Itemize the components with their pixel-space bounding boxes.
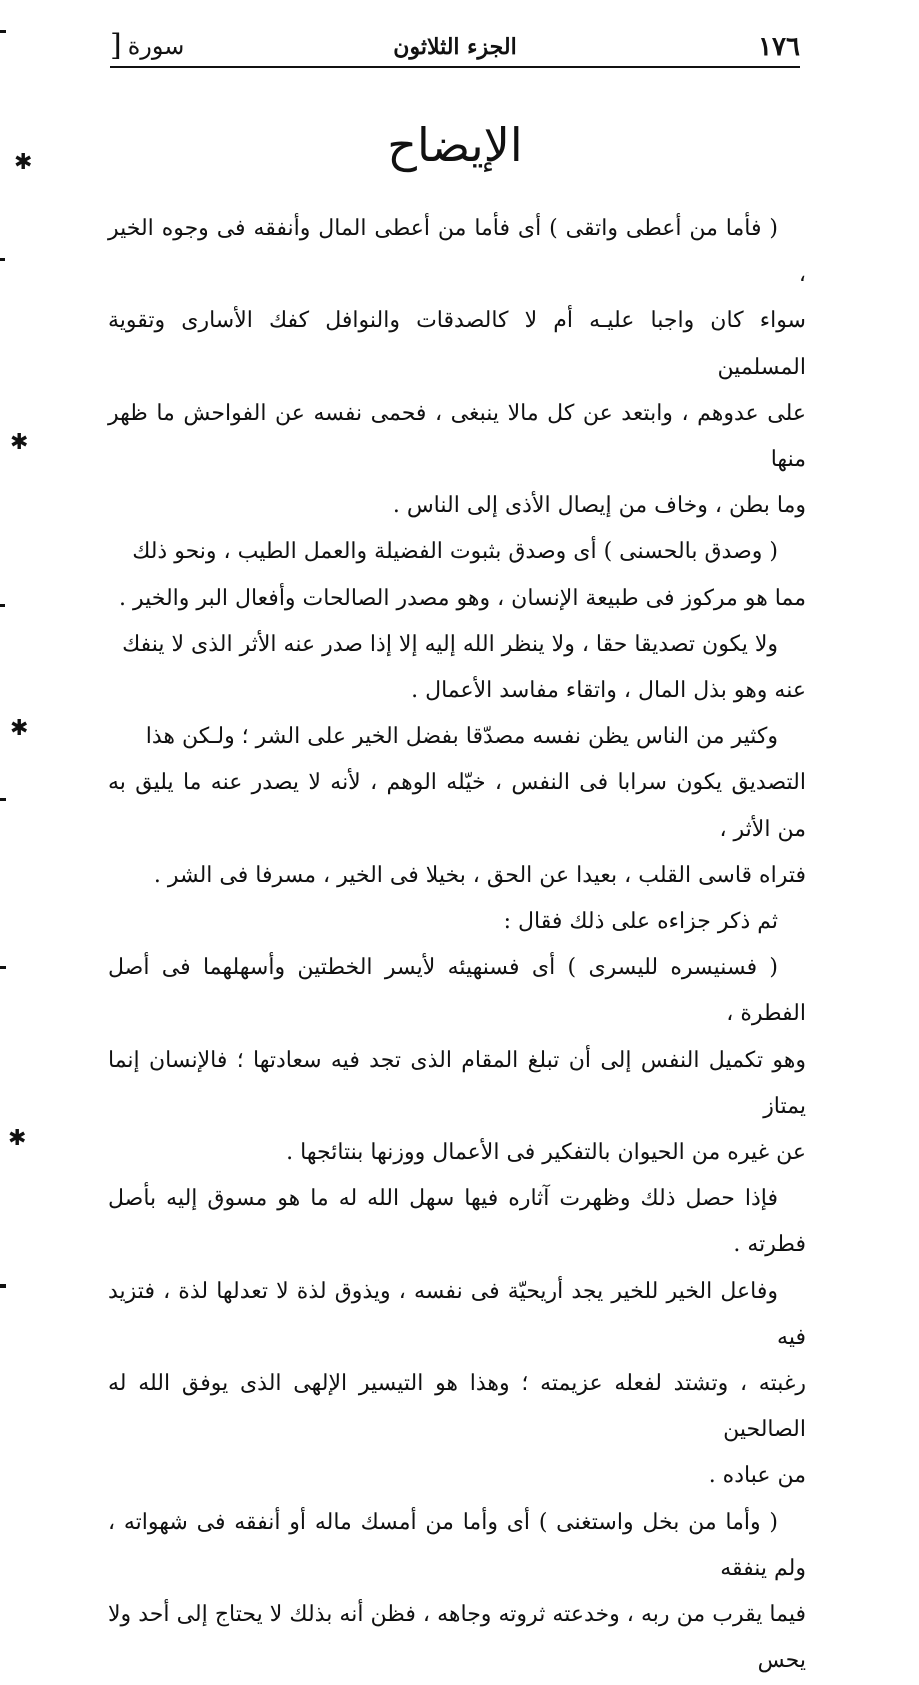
margin-blot: ✱: [10, 716, 29, 741]
surah-label-text: سورة: [127, 32, 185, 60]
para-line: ( وصدق بالحسنى ) أى وصدق بثبوت الفضيلة والعمل الطيب ، ونحو ذلك: [132, 539, 778, 565]
margin-speck: [0, 798, 6, 801]
surah-bracket: [: [110, 28, 122, 63]
surah-label: [110, 28, 185, 63]
para-line: على عدوهم ، وابتعد عن كل مالا ينبغى ، فحمى نفسه عن الفواحش ما ظهر منها: [108, 400, 806, 473]
para-line: رغبته ، وتشتد لفعله عزيمته ؛ وهذا هو التيسير الإلهى الذى يوفق الله له الصالحين: [108, 1371, 806, 1443]
para-line: التصديق يكون سرابا فى النفس ، خيّله الوهم ، لأنه لا يصدر عنه ما يليق به من الأثر ،: [108, 770, 806, 842]
para-line: سواء كان واجبا عليـه أم لا كالصدقات والنوافل كفك الأسارى وتقوية المسلمين: [108, 308, 806, 380]
running-head: الجزء الثلاثون: [393, 34, 517, 60]
para-line: فيما يقرب من ربه ، وخدعته ثروته وجاهه ، فظن أنه بذلك لا يحتاج إلى أحد ولا يحس: [108, 1602, 806, 1674]
margin-speck: [0, 258, 5, 261]
para-line: عنه وهو بذل المال ، واتقاء مفاسد الأعمال .: [411, 678, 806, 704]
body-text: [108, 206, 806, 1685]
page-number: ١٧٦: [758, 32, 800, 62]
para-line: فتراه قاسى القلب ، بعيدا عن الحق ، بخيلا فى الخير ، مسرفا فى الشر .: [153, 862, 806, 888]
para-line: ( وأما من بخل واستغنى ) أى وأما من أمسك ماله أو أنفقه فى شهواته ، ولم ينفقه: [108, 1509, 806, 1581]
margin-blot: ✱: [8, 1126, 27, 1151]
margin-blot: ✱: [10, 430, 29, 455]
para-line: وفاعل الخير للخير يجد أريحيّة فى نفسه ، ويذوق لذة لا تعدلها لذة ، فتزيد فيه: [108, 1278, 806, 1350]
margin-speck: [0, 30, 6, 33]
para-line: من عباده .: [708, 1463, 806, 1489]
para-line: ( فسنيسره لليسرى ) أى فسنهيئه لأيسر الخطتين وأسهلهما فى أصل الفطرة ،: [108, 955, 806, 1027]
margin-speck: [0, 1284, 6, 1288]
para-line: ولا يكون تصديقا حقا ، ولا ينظر الله إليه إلا إذا صدر عنه الأثر الذى لا ينفك: [122, 631, 778, 657]
page-header: [110, 28, 800, 68]
section-title: الإيضاح: [387, 118, 523, 172]
para-line: ثم ذكر جزاءه على ذلك فقال :: [503, 909, 778, 935]
header-rule: [110, 66, 800, 68]
margin-blot: ✱: [14, 150, 33, 175]
para-line: ( فأما من أعطى واتقى ) أى فأما من أعطى المال وأنفقه فى وجوه الخير ،: [108, 216, 806, 288]
para-line: مما هو مركوز فى طبيعة الإنسان ، وهو مصدر الصالحات وأفعال البر والخير .: [119, 585, 806, 611]
margin-speck: [0, 604, 5, 607]
para-line: وهو تكميل النفس إلى أن تبلغ المقام الذى تجد فيه سعادتها ؛ فالإنسان إنما يمتاز: [108, 1047, 806, 1119]
para-line: عن غيره من الحيوان بالتفكير فى الأعمال ووزنها بنتائجها .: [286, 1140, 806, 1166]
margin-speck: [0, 966, 6, 969]
para-line: وكثير من الناس يظن نفسه مصدّقا بفضل الخير على الشر ؛ ولـكن هذا: [145, 724, 778, 750]
para-line: فإذا حصل ذلك وظهرت آثاره فيها سهل الله له ما هو مسوق إليه بأصل فطرته .: [108, 1186, 806, 1258]
para-line: وما بطن ، وخاف من إيصال الأذى إلى الناس .: [392, 493, 806, 519]
